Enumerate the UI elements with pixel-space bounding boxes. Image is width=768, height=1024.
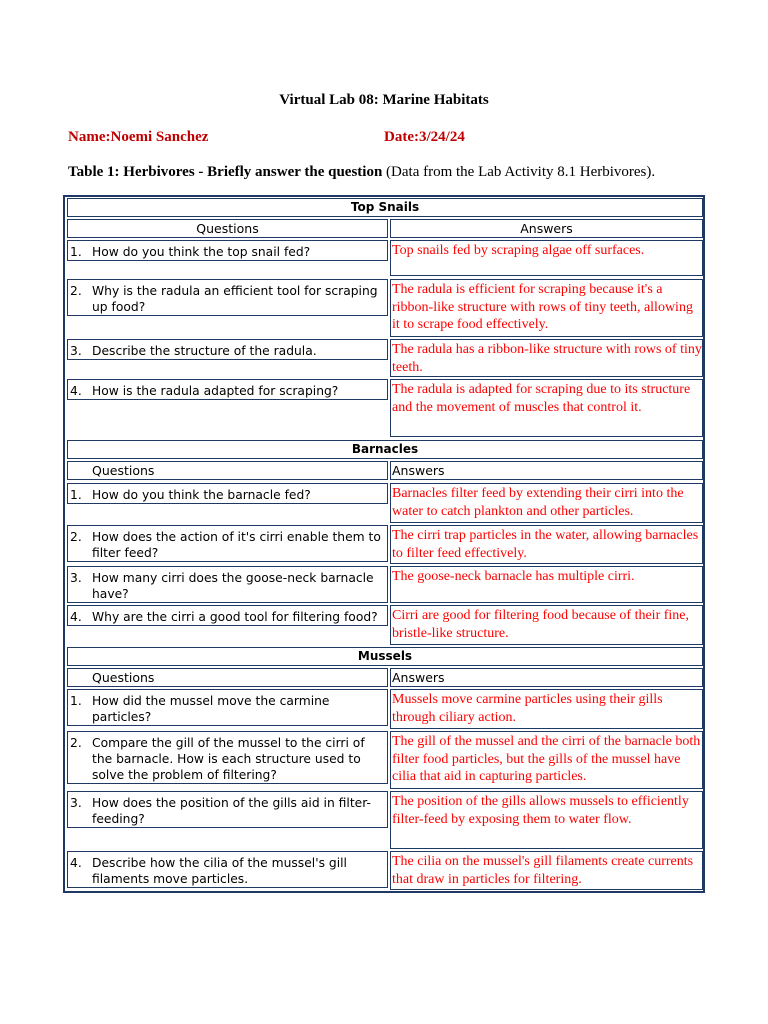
answer-cell: The cirri trap particles in the water, allowing barnacles to filter feed effectively. bbox=[390, 525, 703, 564]
question-text: How does the position of the gills aid in filter-feeding? bbox=[92, 796, 371, 826]
questions-header: Questions bbox=[67, 668, 388, 687]
section-header-row bbox=[66, 440, 704, 459]
answer-cell: Mussels move carmine particles using their gills through ciliary action. bbox=[390, 689, 703, 729]
questions-header: Questions bbox=[67, 219, 388, 238]
question-cell bbox=[67, 605, 388, 626]
question-number: 1. bbox=[70, 694, 82, 708]
question-number: 3. bbox=[70, 796, 82, 810]
answer-cell: The gill of the mussel and the cirri of the barnacle both filter food particles, but the gills of the mussel have cilia that aid in capturing particles. bbox=[390, 731, 703, 789]
question-number: 4. bbox=[70, 610, 82, 624]
table-row bbox=[66, 339, 704, 377]
document-title: Virtual Lab 08: Marine Habitats bbox=[279, 92, 489, 108]
question-number: 2. bbox=[70, 284, 82, 298]
question-number: 3. bbox=[70, 344, 82, 358]
answer-cell: The radula has a ribbon-like structure with rows of tiny teeth. bbox=[390, 339, 703, 377]
question-cell bbox=[67, 240, 388, 261]
table-row bbox=[66, 605, 704, 645]
answer-cell: Cirri are good for filtering food because of their fine, bristle-like structure. bbox=[390, 605, 703, 645]
question-text: How did the mussel move the carmine particles? bbox=[92, 694, 330, 724]
question-cell bbox=[67, 525, 388, 562]
question-text: How does the action of it's cirri enable them to filter feed? bbox=[92, 530, 381, 560]
table-row bbox=[66, 566, 704, 603]
question-cell bbox=[67, 379, 388, 400]
question-text: Describe the structure of the radula. bbox=[92, 344, 317, 358]
section-title-mussels: Mussels bbox=[67, 647, 703, 666]
question-cell bbox=[67, 731, 388, 784]
answers-header: Answers bbox=[390, 461, 703, 480]
answer-cell: Top snails fed by scraping algae off surfaces. bbox=[390, 240, 703, 276]
submission-date: Date:3/24/24 bbox=[384, 129, 465, 145]
question-text: Why are the cirri a good tool for filtering food? bbox=[92, 610, 378, 624]
section-header-row bbox=[66, 647, 704, 666]
question-number: 1. bbox=[70, 488, 82, 502]
answer-cell: The position of the gills allows mussels to efficiently filter-feed by exposing them to water flow. bbox=[390, 791, 703, 849]
question-number: 3. bbox=[70, 571, 82, 585]
section-title-barnacles: Barnacles bbox=[67, 440, 703, 459]
table-row bbox=[66, 379, 704, 437]
question-number: 2. bbox=[70, 736, 82, 750]
section-header-row bbox=[66, 198, 704, 217]
question-cell bbox=[67, 566, 388, 603]
question-text: How is the radula adapted for scraping? bbox=[92, 384, 339, 398]
student-name: Name:Noemi Sanchez bbox=[68, 129, 209, 145]
question-cell bbox=[67, 851, 388, 888]
table-row bbox=[66, 851, 704, 890]
answers-header: Answers bbox=[390, 668, 703, 687]
question-cell bbox=[67, 339, 388, 360]
question-text: How many cirri does the goose-neck barnacle have? bbox=[92, 571, 374, 601]
question-cell bbox=[67, 689, 388, 726]
question-cell bbox=[67, 791, 388, 828]
answer-cell: Barnacles filter feed by extending their cirri into the water to catch plankton and other particles. bbox=[390, 483, 703, 523]
questions-header: Questions bbox=[67, 461, 388, 480]
question-cell bbox=[67, 279, 388, 316]
column-header-row bbox=[66, 668, 704, 687]
table-row bbox=[66, 279, 704, 337]
column-header-row bbox=[66, 219, 704, 238]
question-text: Compare the gill of the mussel to the cirri of the barnacle. How is each structure used to solve the problem of filtering? bbox=[92, 736, 365, 782]
answer-cell: The radula is efficient for scraping because it's a ribbon-like structure with rows of tiny teeth, allowing it to scrape food effectively. bbox=[390, 279, 703, 337]
question-text: Describe how the cilia of the mussel's gill filaments move particles. bbox=[92, 856, 347, 886]
answer-cell: The goose-neck barnacle has multiple cirri. bbox=[390, 566, 703, 603]
table-row bbox=[66, 731, 704, 789]
table-caption-bold: Table 1: Herbivores - Briefly answer the question bbox=[68, 164, 383, 180]
question-cell bbox=[67, 483, 388, 504]
answer-cell: The cilia on the mussel's gill filaments create currents that draw in particles for filtering. bbox=[390, 851, 703, 890]
answer-cell: The radula is adapted for scraping due to its structure and the movement of muscles that control it. bbox=[390, 379, 703, 437]
question-number: 4. bbox=[70, 384, 82, 398]
question-number: 2. bbox=[70, 530, 82, 544]
table-row bbox=[66, 483, 704, 523]
table-row bbox=[66, 791, 704, 849]
answers-header: Answers bbox=[390, 219, 703, 238]
table-row bbox=[66, 689, 704, 729]
question-text: How do you think the top snail fed? bbox=[92, 245, 311, 259]
question-text: Why is the radula an efficient tool for scraping up food? bbox=[92, 284, 378, 314]
table-caption bbox=[68, 164, 748, 181]
herbivores-table bbox=[63, 195, 705, 893]
table-row bbox=[66, 525, 704, 564]
table-row bbox=[66, 240, 704, 276]
question-text: How do you think the barnacle fed? bbox=[92, 488, 311, 502]
table-caption-rest: (Data from the Lab Activity 8.1 Herbivores). bbox=[382, 164, 656, 180]
question-number: 1. bbox=[70, 245, 82, 259]
question-number: 4. bbox=[70, 856, 82, 870]
section-title-top-snails: Top Snails bbox=[67, 198, 703, 217]
column-header-row bbox=[66, 461, 704, 480]
